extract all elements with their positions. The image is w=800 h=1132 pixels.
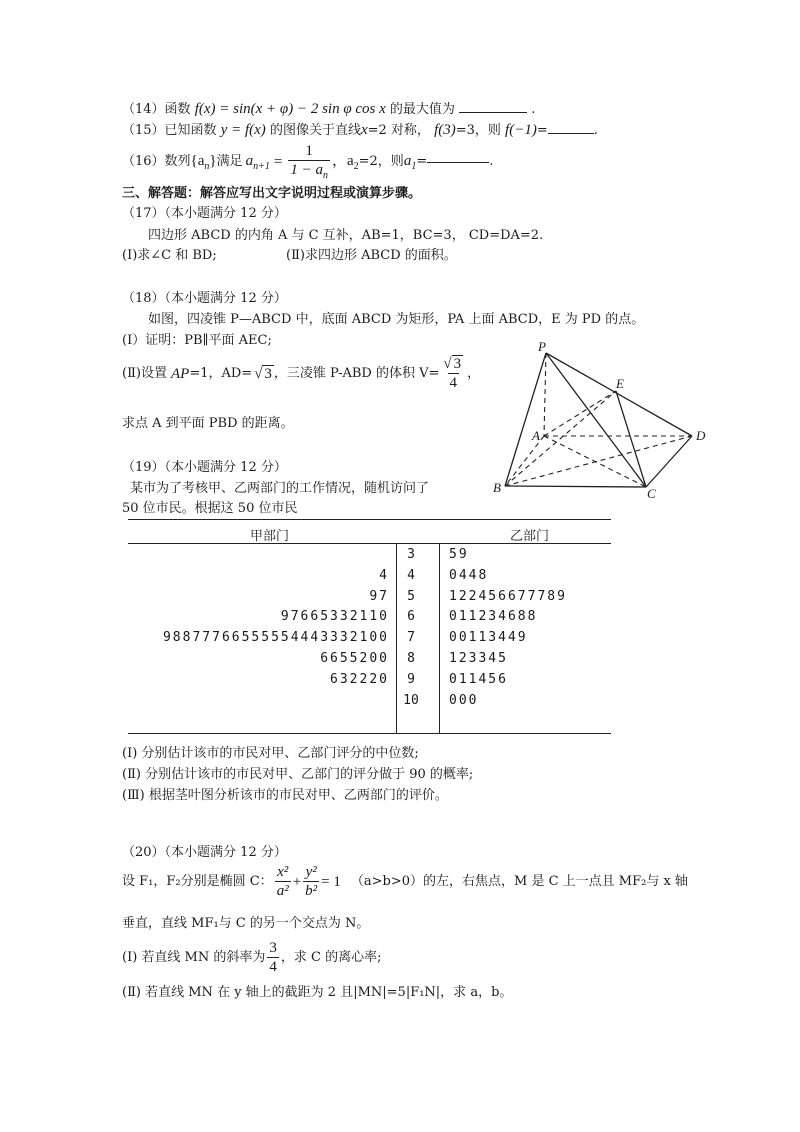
slope-fraction: $\frac{3}{4}$	[269, 940, 277, 975]
q14-prefix: （14）函数	[122, 102, 191, 117]
q15-line-x: x	[360, 122, 368, 138]
leaf-right: 000	[449, 692, 479, 708]
edge-bc	[505, 486, 646, 487]
q16-ask-eq: =	[416, 154, 428, 170]
label-b: B	[493, 480, 501, 495]
q15-ask-eq: =	[536, 123, 548, 138]
leaf-right: 011234688	[449, 609, 538, 625]
stem-leaf-row	[128, 589, 611, 609]
q15-cond-val: =3，则	[455, 123, 501, 138]
label-e: E	[616, 376, 624, 391]
stem-leaf-row	[128, 568, 611, 588]
q20-part2: (Ⅱ) 若直线 MN 在 y 轴上的截距为 2 且|MN|=5|F₁N|，求 a，b。	[122, 985, 513, 1000]
q19-stem-line2: 50 位市民。根据这 50 位市民	[122, 501, 298, 516]
q17-part2: (Ⅱ)求四边形 ABCD 的面积。	[286, 248, 457, 263]
q20-stem-line2: 垂直，直线 MF₁与 C 的另一个交点为 N。	[122, 916, 370, 931]
q15-func: y = f(x)	[220, 122, 266, 138]
stem-value: 9	[407, 671, 415, 687]
q16-lhs: $a_{n+1}$	[245, 152, 270, 172]
table-top-rule	[128, 519, 611, 520]
x2-over-a2: $\frac{\text{x²}}{\text{a²}}$	[276, 864, 289, 899]
leaf-right: 122456677789	[449, 588, 567, 604]
question-16	[122, 143, 493, 182]
q14-suffix: 的最大值为	[389, 102, 455, 117]
q14-end: .	[531, 102, 536, 117]
table-bottom-rule	[128, 733, 611, 734]
stem-leaf-row	[128, 672, 611, 692]
header-left: 甲部门	[250, 529, 290, 544]
edge-pa	[544, 353, 546, 436]
q20-part1: (Ⅰ) 若直线 MN 的斜率为 $\frac{3}{4}$ ，求 C 的离心率;	[122, 940, 382, 975]
stem-value: 5	[407, 588, 415, 604]
q19-part1: (Ⅰ) 分别估计该市的市民对甲、乙部门评分的中位数;	[122, 746, 419, 761]
q17-stem: 四边形 ABCD 的内角 A 与 C 互补，AB=1，BC=3， CD=DA=2.	[148, 228, 544, 243]
q19-title: （19）（本小题满分 12 分）	[122, 460, 287, 475]
q16-cond: ，$a_2$	[331, 152, 359, 172]
edge-pd	[546, 353, 692, 436]
q16-end: .	[489, 154, 494, 170]
q20-title: （20）（本小题满分 12 分）	[122, 845, 287, 860]
q18-title: （18）（本小题满分 12 分）	[122, 291, 287, 306]
leaf-left: 632220	[330, 671, 389, 687]
stem-leaf-row	[128, 609, 611, 629]
edge-ce	[616, 391, 646, 487]
stem-value: 4	[407, 567, 415, 583]
q19-part3: (Ⅲ) 根据茎叶图分析该市的市民对甲、乙两部门的评价。	[122, 788, 448, 803]
pyramid-figure	[490, 340, 720, 505]
leaf-left: 6655200	[320, 651, 389, 666]
q15-mid: 的图像关于直线	[269, 123, 361, 138]
stem-value: 10	[403, 692, 419, 708]
q16-eq: =	[273, 154, 283, 171]
q16-seq: $\{a_n\}$	[190, 152, 217, 172]
q15-ask: f(−1)	[505, 122, 537, 138]
q18-part1: (Ⅰ）证明：PB∥平面 AEC;	[122, 333, 272, 348]
question-14	[122, 100, 535, 118]
q16-cond-val: =2，则	[358, 154, 404, 170]
stem-value: 3	[407, 547, 415, 562]
edge-be	[505, 391, 616, 486]
q15-cond: f(3)	[434, 122, 456, 138]
leaf-left: 97665332110	[280, 609, 389, 625]
q16-answer-blank[interactable]	[427, 162, 489, 163]
edge-cd	[646, 436, 692, 487]
q16-mid: 满足	[216, 154, 243, 170]
header-right: 乙部门	[510, 529, 550, 544]
stem-leaf-row	[128, 547, 611, 567]
q15-end: .	[593, 123, 598, 138]
leaf-right: 0448	[449, 567, 489, 583]
q14-answer-blank[interactable]	[459, 112, 527, 113]
label-c: C	[647, 486, 656, 501]
q17-part1: (Ⅰ)求∠C 和 BD;	[122, 248, 217, 263]
q18-volume-fraction: $\frac{√ 3}{4}$	[443, 356, 462, 391]
edge-pb	[505, 353, 546, 486]
q15-prefix: （15）已知函数	[122, 123, 217, 138]
leaf-left: 4	[379, 567, 389, 583]
q19-part2: (Ⅱ) 分别估计该市的市民对甲、乙部门的评分做于 90 的概率;	[122, 767, 474, 782]
q18-part2: (Ⅱ)设置 AP =1，AD= √ 3 ，三凌锥 P-ABD 的体积 V= $\frac{√ 3}{4}$ ，	[122, 356, 481, 391]
q16-ask: $a_1$	[403, 152, 417, 172]
q19-stem-line1: 某市为了考核甲、乙两部门的工作情况，随机访问了	[130, 481, 430, 496]
stem-leaf-row	[128, 651, 611, 671]
leaf-right: 00113449	[449, 630, 528, 646]
leaf-right: 59	[449, 547, 469, 562]
q14-formula: f(x) = sin(x + φ) − 2 sin φ cos x	[194, 101, 386, 117]
q16-prefix: （16）数列	[122, 154, 191, 170]
edge-pc	[546, 353, 646, 487]
edge-bd	[505, 436, 692, 486]
q15-line-rest: =2 对称，	[367, 123, 430, 138]
stem-leaf-table	[128, 519, 611, 734]
section-3-heading: 三、解答题：解答应写出文字说明过程或演算步骤。	[122, 186, 422, 201]
leaf-right: 123345	[449, 651, 508, 666]
q15-answer-blank[interactable]	[548, 133, 594, 134]
stem-value: 8	[407, 651, 415, 666]
q18-part3: 求点 A 到平面 PBD 的距离。	[122, 416, 294, 431]
stem-leaf-row	[128, 693, 611, 713]
leaf-left: 98877766555554443332100	[162, 630, 389, 646]
q16-fraction: $\frac{1}{1 - a_n}$	[290, 143, 328, 181]
stem-leaf-row	[128, 630, 611, 650]
q18-stem: 如图，四凌锥 P—ABCD 中，底面 ABCD 为矩形，PA 上面 ABCD，E 为 PD 的点。	[148, 312, 645, 327]
label-d: D	[696, 428, 706, 443]
q17-title: （17）（本小题满分 12 分）	[122, 206, 287, 221]
leaf-right: 011456	[449, 671, 508, 687]
label-p: P	[538, 340, 546, 354]
stem-value: 6	[407, 609, 415, 625]
question-15	[122, 121, 598, 139]
leaf-left: 97	[369, 588, 389, 604]
edge-ab	[505, 436, 544, 486]
y2-over-b2: $\frac{\text{y²}}{\text{b²}}$	[305, 864, 318, 899]
stem-value: 7	[407, 630, 415, 646]
sqrt-3: √ 3	[254, 365, 272, 382]
q20-stem: 设 F₁，F₂分别是椭圆 C： $\frac{\text{x²}}{\text{a²}}$ + $\frac{\text{y²}}{\text{b²}}$ = 1 （a>b>0）的左，右焦点，M 是 C 上一点且 MF₂与 x 轴	[122, 864, 688, 899]
label-a: A	[532, 428, 540, 443]
table-header-rule	[128, 543, 611, 544]
